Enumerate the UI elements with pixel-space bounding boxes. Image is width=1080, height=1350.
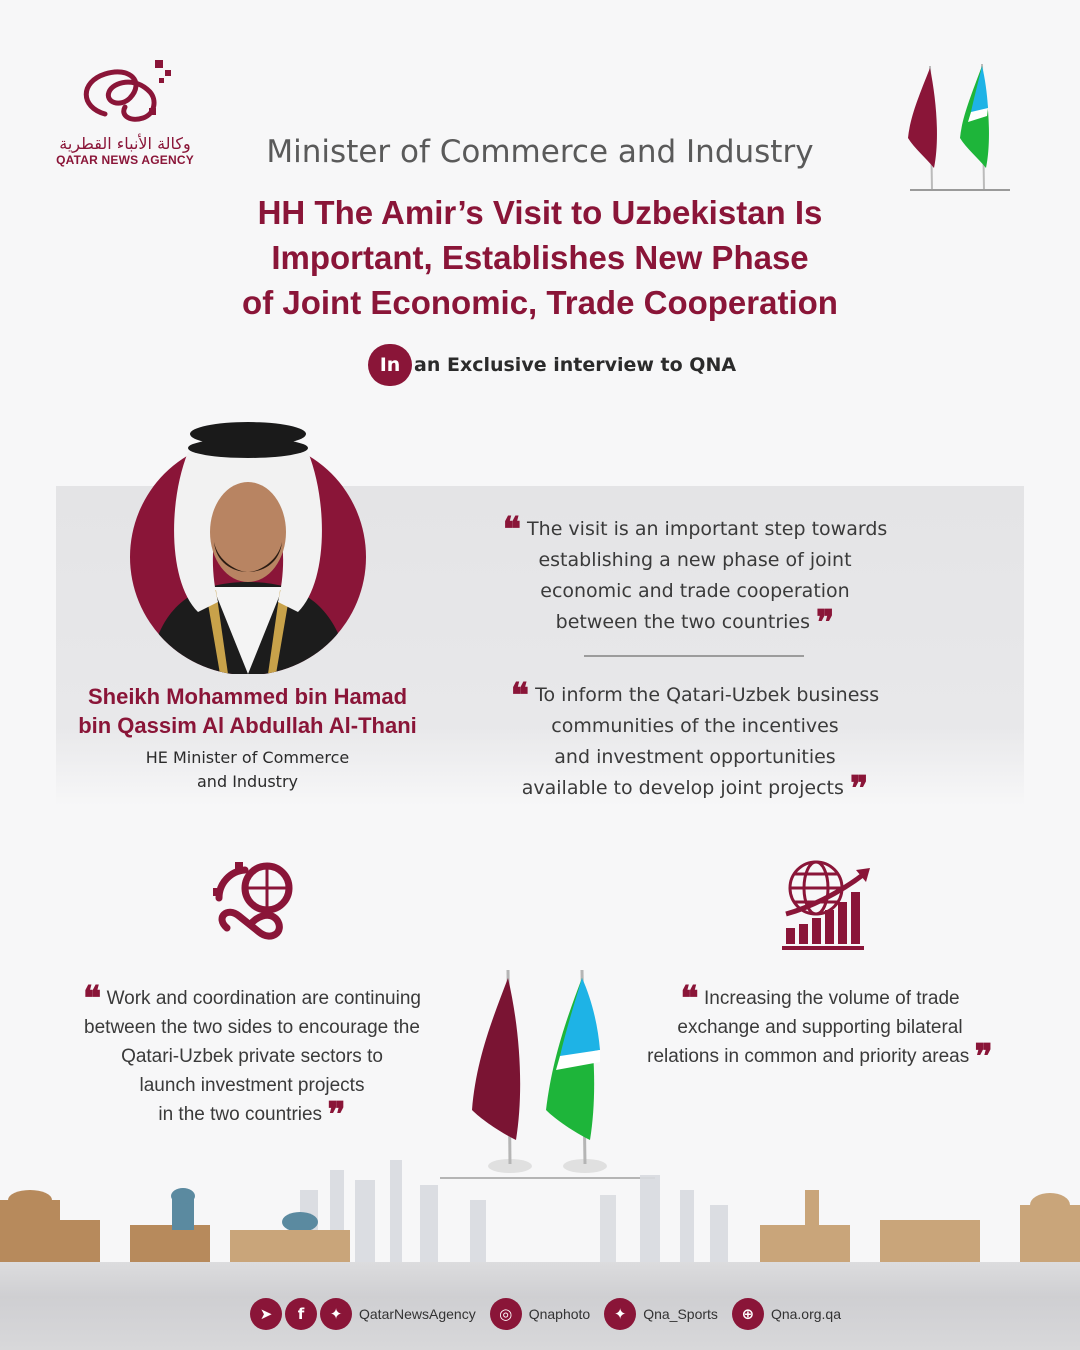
quote-line: Qatari-Uzbek private sectors to	[121, 1046, 383, 1067]
quote-2	[480, 678, 910, 808]
social-links	[250, 1296, 855, 1332]
logo-english-text: QATAR NEWS AGENCY	[56, 153, 194, 167]
headline-line: HH The Amir’s Visit to Uzbekistan Is	[257, 194, 823, 231]
headline-line: Important, Establishes New Phase	[271, 239, 809, 276]
interview-pill: In	[368, 344, 412, 386]
quote-line: exchange and supporting bilateral	[677, 1017, 963, 1038]
quote-line: To inform the Qatari-Uzbek business	[535, 684, 880, 706]
headline-line: of Joint Economic, Trade Cooperation	[242, 284, 838, 321]
supertitle: Minister of Commerce and Industry	[266, 134, 814, 170]
person-name-line: Sheikh Mohammed bin Hamad	[87, 684, 408, 709]
facebook-icon[interactable]: f	[285, 1298, 317, 1330]
quote-line: Increasing the volume of trade	[703, 988, 960, 1009]
quote-line: available to develop joint projects	[521, 777, 844, 799]
person-role-line: HE Minister of Commerce	[145, 748, 350, 767]
globe-growth-chart-icon	[778, 858, 878, 953]
globe-icon[interactable]: ⊕	[732, 1298, 764, 1330]
quote-line: in the two countries	[158, 1104, 323, 1125]
twitter-icon[interactable]: ✦	[320, 1298, 352, 1330]
quote-line: establishing a new phase of joint	[538, 549, 852, 571]
person-role-line: and Industry	[197, 772, 298, 791]
instagram-link[interactable]: Qnaphoto	[528, 1306, 591, 1322]
quote-3	[62, 981, 442, 1134]
quote-line: The visit is an important step towards	[527, 518, 888, 540]
interview-text: an Exclusive interview to QNA	[414, 354, 737, 376]
quote-line: communities of the incentives	[551, 715, 839, 737]
quote-1	[480, 512, 910, 642]
quote-line: between the two countries	[555, 611, 810, 633]
minister-portrait	[128, 412, 368, 674]
person-role	[100, 746, 395, 794]
twitter-sports-icon[interactable]: ✦	[604, 1298, 636, 1330]
close-quote-icon: ❞	[816, 605, 835, 642]
logo-arabic-text: وكالة الأنباء القطرية	[59, 134, 191, 153]
skyline-illustration	[0, 1150, 1080, 1265]
person-name	[60, 682, 435, 740]
quote-divider	[584, 655, 804, 657]
quote-line: relations in common and priority areas	[647, 1046, 970, 1067]
quote-4	[630, 981, 1010, 1076]
open-quote-icon: ❝	[502, 512, 521, 549]
quote-line: economic and trade cooperation	[540, 580, 850, 602]
open-quote-icon: ❝	[83, 981, 102, 1018]
quote-line: and investment opportunities	[554, 746, 836, 768]
social-handle-link[interactable]: QatarNewsAgency	[359, 1306, 476, 1322]
close-quote-icon: ❞	[849, 771, 869, 808]
quote-line: Work and coordination are continuing	[106, 988, 421, 1009]
qna-logo-mark-icon	[75, 52, 175, 132]
gear-globe-infinity-icon	[205, 858, 300, 953]
quote-line: between the two sides to encourage the	[84, 1017, 420, 1038]
close-quote-icon: ❞	[974, 1039, 993, 1076]
sports-link[interactable]: Qna_Sports	[643, 1306, 718, 1322]
quote-line: launch investment projects	[139, 1075, 365, 1096]
qna-logo	[40, 52, 210, 182]
person-name-line: bin Qassim Al Abdullah Al-Thani	[78, 713, 417, 738]
open-quote-icon: ❝	[680, 981, 699, 1018]
open-quote-icon: ❝	[510, 678, 530, 715]
telegram-icon[interactable]: ➤	[250, 1298, 282, 1330]
instagram-icon[interactable]: ◎	[490, 1298, 522, 1330]
close-quote-icon: ❞	[327, 1097, 346, 1134]
headline	[140, 190, 940, 325]
website-link[interactable]: Qna.org.qa	[770, 1306, 841, 1322]
flags-top-icon	[900, 58, 1020, 198]
interview-tagline	[368, 344, 736, 386]
